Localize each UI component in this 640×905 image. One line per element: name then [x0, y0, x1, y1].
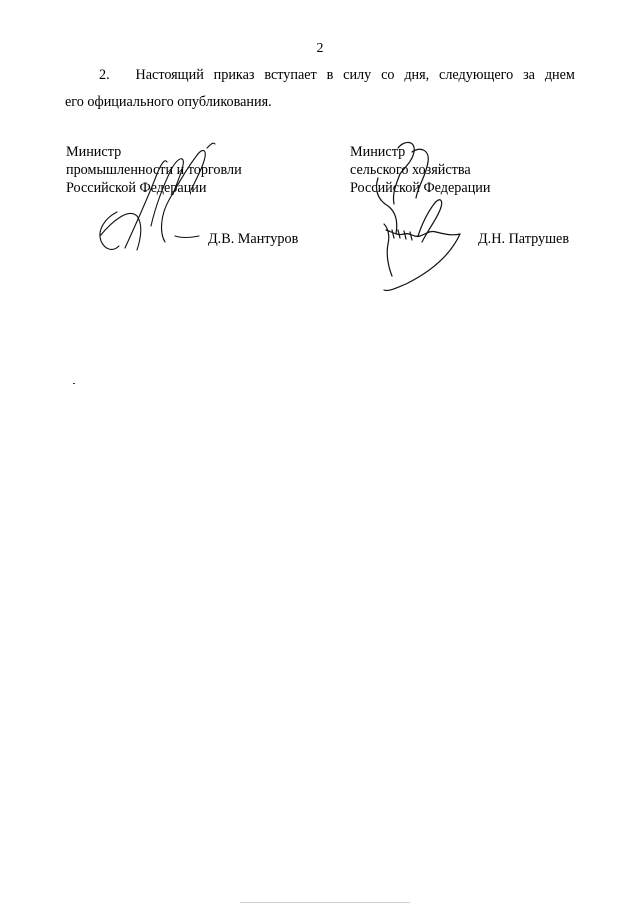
paragraph-word: следующего [439, 67, 514, 83]
signatory-right-title [350, 143, 490, 197]
scan-speck [73, 383, 75, 384]
paragraph-word: приказ [213, 67, 255, 83]
paragraph-word: за [523, 67, 535, 83]
page-number: 2 [316, 41, 324, 56]
paragraph-word: вступает [264, 67, 317, 83]
paragraph-word: Настоящий [135, 67, 204, 83]
paragraph-word: в [326, 67, 334, 83]
paragraph-word: силу [343, 67, 372, 83]
signatory-right-name: Д.Н. Патрушев [478, 231, 570, 247]
signatory-left-title-line: Министр [66, 144, 122, 160]
signatory-left-title-line: промышленности и торговли [66, 162, 242, 178]
paragraph-second-line: его официального опубликования. [65, 94, 272, 110]
signatory-left-title-line: Российской Федерации [66, 180, 207, 196]
signatory-right-title-line: Российской Федерации [350, 180, 491, 196]
paragraph-word: днем [544, 67, 575, 83]
scan-edge-line [240, 902, 410, 903]
paragraph-word: со [381, 67, 395, 83]
signatory-left-title [66, 143, 242, 197]
signatory-right-title-line: сельского хозяйства [350, 162, 471, 178]
signatory-right-title-line: Министр [350, 144, 406, 160]
paragraph-number: 2. [99, 67, 110, 83]
paragraph-first-line [65, 67, 575, 83]
paragraph-word: дня, [404, 67, 430, 83]
signatory-left-name: Д.В. Мантуров [208, 231, 299, 247]
